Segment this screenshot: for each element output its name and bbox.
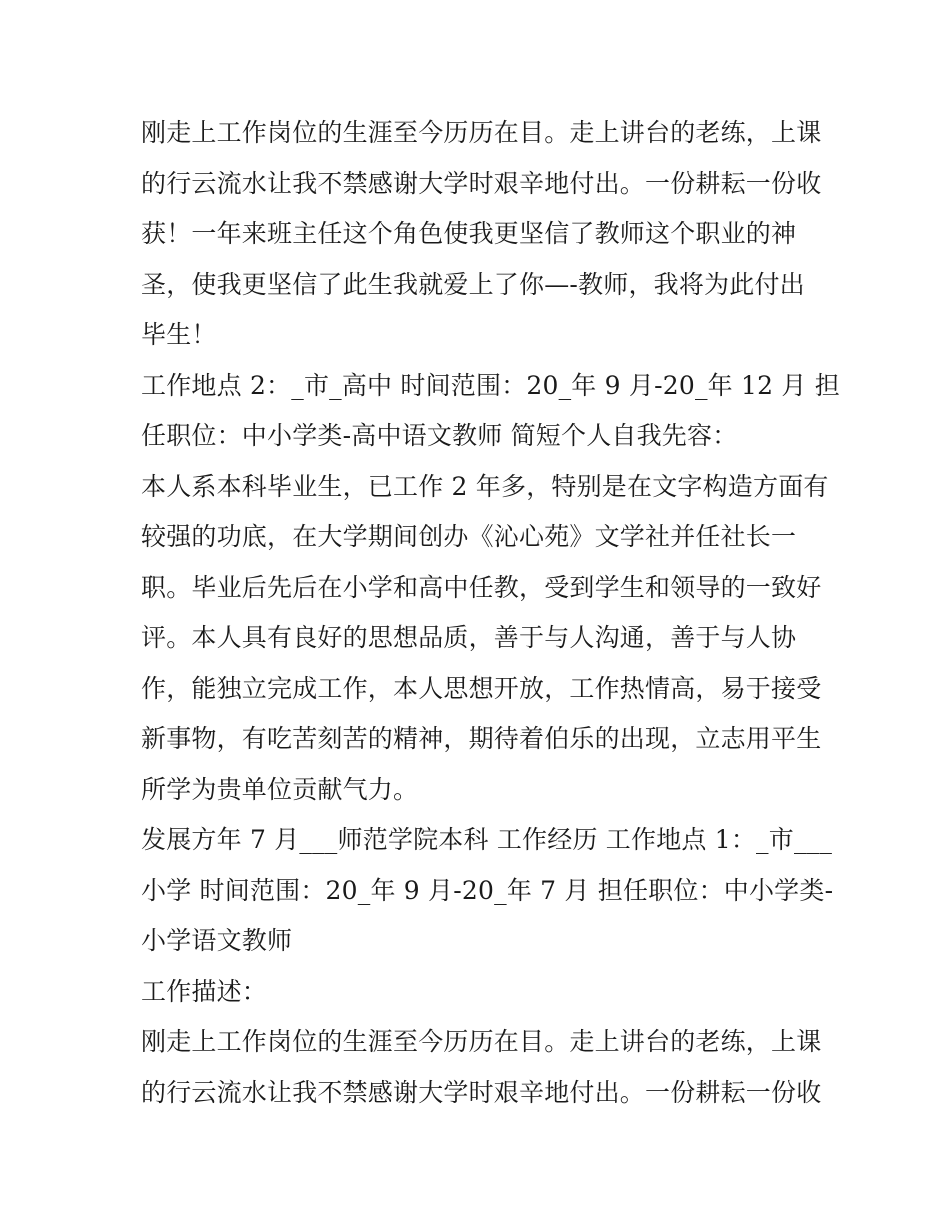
text-line: 刚走上工作岗位的生涯至今历历在目。走上讲台的老练，上课 bbox=[141, 1027, 822, 1056]
text-line: 较强的功底，在大学期间创办《沁心苑》文学社并任社长一 bbox=[141, 522, 797, 551]
text-line: 获！一年来班主任这个角色使我更坚信了教师这个职业的神 bbox=[141, 219, 797, 248]
text-line: 任职位：中小学类-高中语文教师 简短个人自我先容： bbox=[141, 421, 738, 450]
text-line: 职。毕业后先后在小学和高中任教，受到学生和领导的一致好 bbox=[141, 572, 822, 602]
text-line: 圣，使我更坚信了此生我就爱上了你—-教师，我将为此付出 bbox=[141, 269, 805, 299]
text-line: 作，能独立完成工作，本人思想开放，工作热情高，易于接受 bbox=[141, 673, 822, 703]
text-line: 小学 时间范围：20_年 9 月-20_年 7 月 担任职位：中小学类- bbox=[141, 875, 834, 905]
document-body bbox=[141, 108, 840, 1118]
text-line: 小学语文教师 bbox=[141, 926, 293, 955]
text-line: 的行云流水让我不禁感谢大学时艰辛地付出。一份耕耘一份收 bbox=[141, 1077, 822, 1107]
text-line: 所学为贵单位贡献气力。 bbox=[141, 774, 419, 804]
text-line: 工作地点 2：_市_高中 时间范围：20_年 9 月-20_年 12 月 担 bbox=[141, 370, 840, 400]
text-line: 评。本人具有良好的思想品质，善于与人沟通，善于与人协 bbox=[141, 623, 797, 652]
text-line: 本人系本科毕业生，已工作 2 年多，特别是在文字构造方面有 bbox=[141, 471, 829, 501]
text-line: 毕生！ bbox=[141, 320, 217, 349]
text-line: 工作描述： bbox=[141, 976, 268, 1006]
text-line: 刚走上工作岗位的生涯至今历历在目。走上讲台的老练，上课 bbox=[141, 118, 822, 147]
text-line: 的行云流水让我不禁感谢大学时艰辛地付出。一份耕耘一份收 bbox=[141, 168, 822, 198]
text-line: 新事物，有吃苦刻苦的精神，期待着伯乐的出现，立志用平生 bbox=[141, 724, 822, 753]
text-line: 发展方年 7 月___师范学院本科 工作经历 工作地点 1：_市___ bbox=[141, 825, 833, 854]
